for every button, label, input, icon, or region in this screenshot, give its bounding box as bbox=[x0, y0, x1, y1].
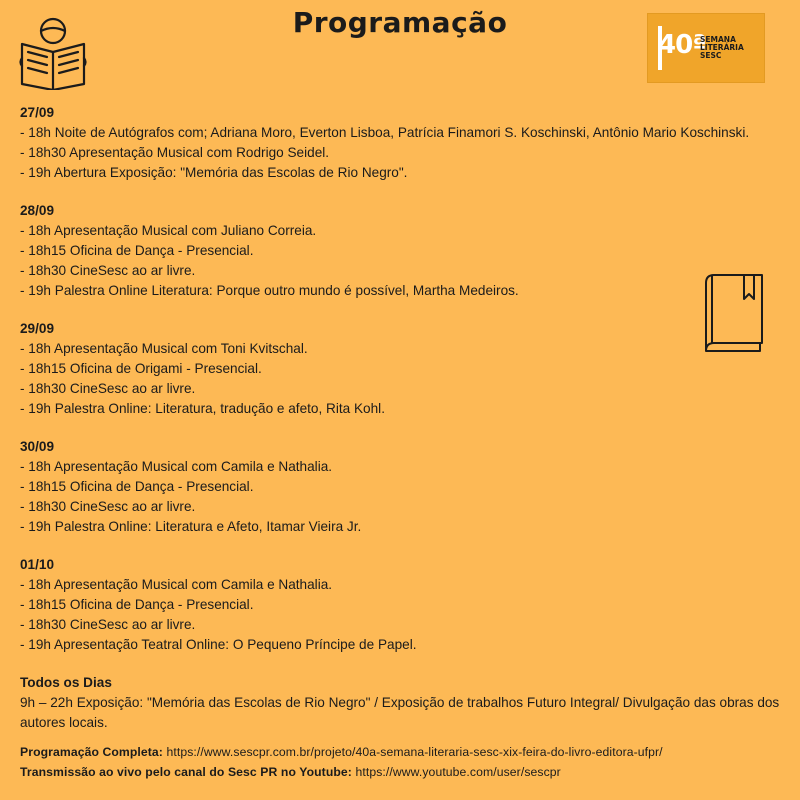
schedule-item: - 18h30 CineSesc ao ar livre. bbox=[20, 617, 196, 632]
schedule-item: - 18h15 Oficina de Dança - Presencial. bbox=[20, 597, 254, 612]
day-block bbox=[20, 103, 780, 183]
todos-title: Todos os Dias bbox=[20, 675, 112, 690]
footer-line-programacao bbox=[20, 742, 790, 762]
transmissao-link[interactable]: https://www.youtube.com/user/sescpr bbox=[355, 765, 561, 779]
footer bbox=[20, 742, 790, 782]
schedule-item: - 19h Abertura Exposição: "Memória das Escolas de Rio Negro". bbox=[20, 165, 408, 180]
schedule-item: - 18h30 CineSesc ao ar livre. bbox=[20, 263, 196, 278]
programacao-label: Programação Completa: bbox=[20, 745, 163, 759]
day-block bbox=[20, 555, 780, 655]
schedule-item: - 18h Apresentação Musical com Toni Kvitschal. bbox=[20, 341, 308, 356]
schedule-item: - 18h30 CineSesc ao ar livre. bbox=[20, 499, 196, 514]
day-date: 01/10 bbox=[20, 557, 55, 572]
logo-line: LITERÁRIA bbox=[700, 43, 744, 52]
day-block bbox=[20, 437, 780, 537]
schedule-item: - 18h Apresentação Musical com Camila e Nathalia. bbox=[20, 577, 333, 592]
schedule-item: - 18h15 Oficina de Dança - Presencial. bbox=[20, 243, 254, 258]
schedule-item: - 19h Apresentação Teatral Online: O Pequeno Príncipe de Papel. bbox=[20, 637, 417, 652]
logo-line: SEMANA bbox=[700, 35, 736, 44]
todos-text: 9h – 22h Exposição: "Memória das Escolas de Rio Negro" / Exposição de trabalhos Futuro Integral/ Divulgação das obras dos autores locais. bbox=[20, 695, 780, 730]
schedule-item: - 18h15 Oficina de Origami - Presencial. bbox=[20, 361, 262, 376]
schedule-item: - 18h15 Oficina de Dança - Presencial. bbox=[20, 479, 254, 494]
transmissao-label: Transmissão ao vivo pelo canal do Sesc PR no Youtube: bbox=[20, 765, 352, 779]
schedule-item: - 19h Palestra Online: Literatura e Afeto, Itamar Vieira Jr. bbox=[20, 519, 362, 534]
day-date: 30/09 bbox=[20, 439, 55, 454]
schedule-item: - 18h30 Apresentação Musical com Rodrigo Seidel. bbox=[20, 145, 330, 160]
schedule-item: - 18h30 CineSesc ao ar livre. bbox=[20, 381, 196, 396]
day-date: 27/09 bbox=[20, 105, 55, 120]
day-date: 28/09 bbox=[20, 203, 55, 218]
day-block bbox=[20, 319, 780, 419]
programacao-link[interactable]: https://www.sescpr.com.br/projeto/40a-semana-literaria-sesc-xix-feira-do-livro-editora-ufpr/ bbox=[166, 745, 663, 759]
todos-os-dias bbox=[20, 673, 780, 733]
day-date: 29/09 bbox=[20, 321, 55, 336]
schedule bbox=[20, 103, 780, 733]
schedule-item: - 19h Palestra Online: Literatura, tradução e afeto, Rita Kohl. bbox=[20, 401, 385, 416]
day-block bbox=[20, 201, 780, 301]
schedule-item: - 19h Palestra Online Literatura: Porque outro mundo é possível, Martha Medeiros. bbox=[20, 283, 519, 298]
footer-line-transmissao bbox=[20, 762, 790, 782]
schedule-item: - 18h Apresentação Musical com Camila e Nathalia. bbox=[20, 459, 333, 474]
semana-literaria-logo bbox=[647, 13, 765, 83]
schedule-item: - 18h Noite de Autógrafos com; Adriana Moro, Everton Lisboa, Patrícia Finamori S. Koschinski, Antônio Mario Koschinski. bbox=[20, 125, 750, 140]
logo-number: 40ª bbox=[658, 30, 706, 60]
logo-text bbox=[700, 36, 760, 60]
page-title: Programação bbox=[292, 6, 508, 39]
logo-line: SESC bbox=[700, 51, 722, 60]
schedule-item: - 18h Apresentação Musical com Juliano Correia. bbox=[20, 223, 317, 238]
